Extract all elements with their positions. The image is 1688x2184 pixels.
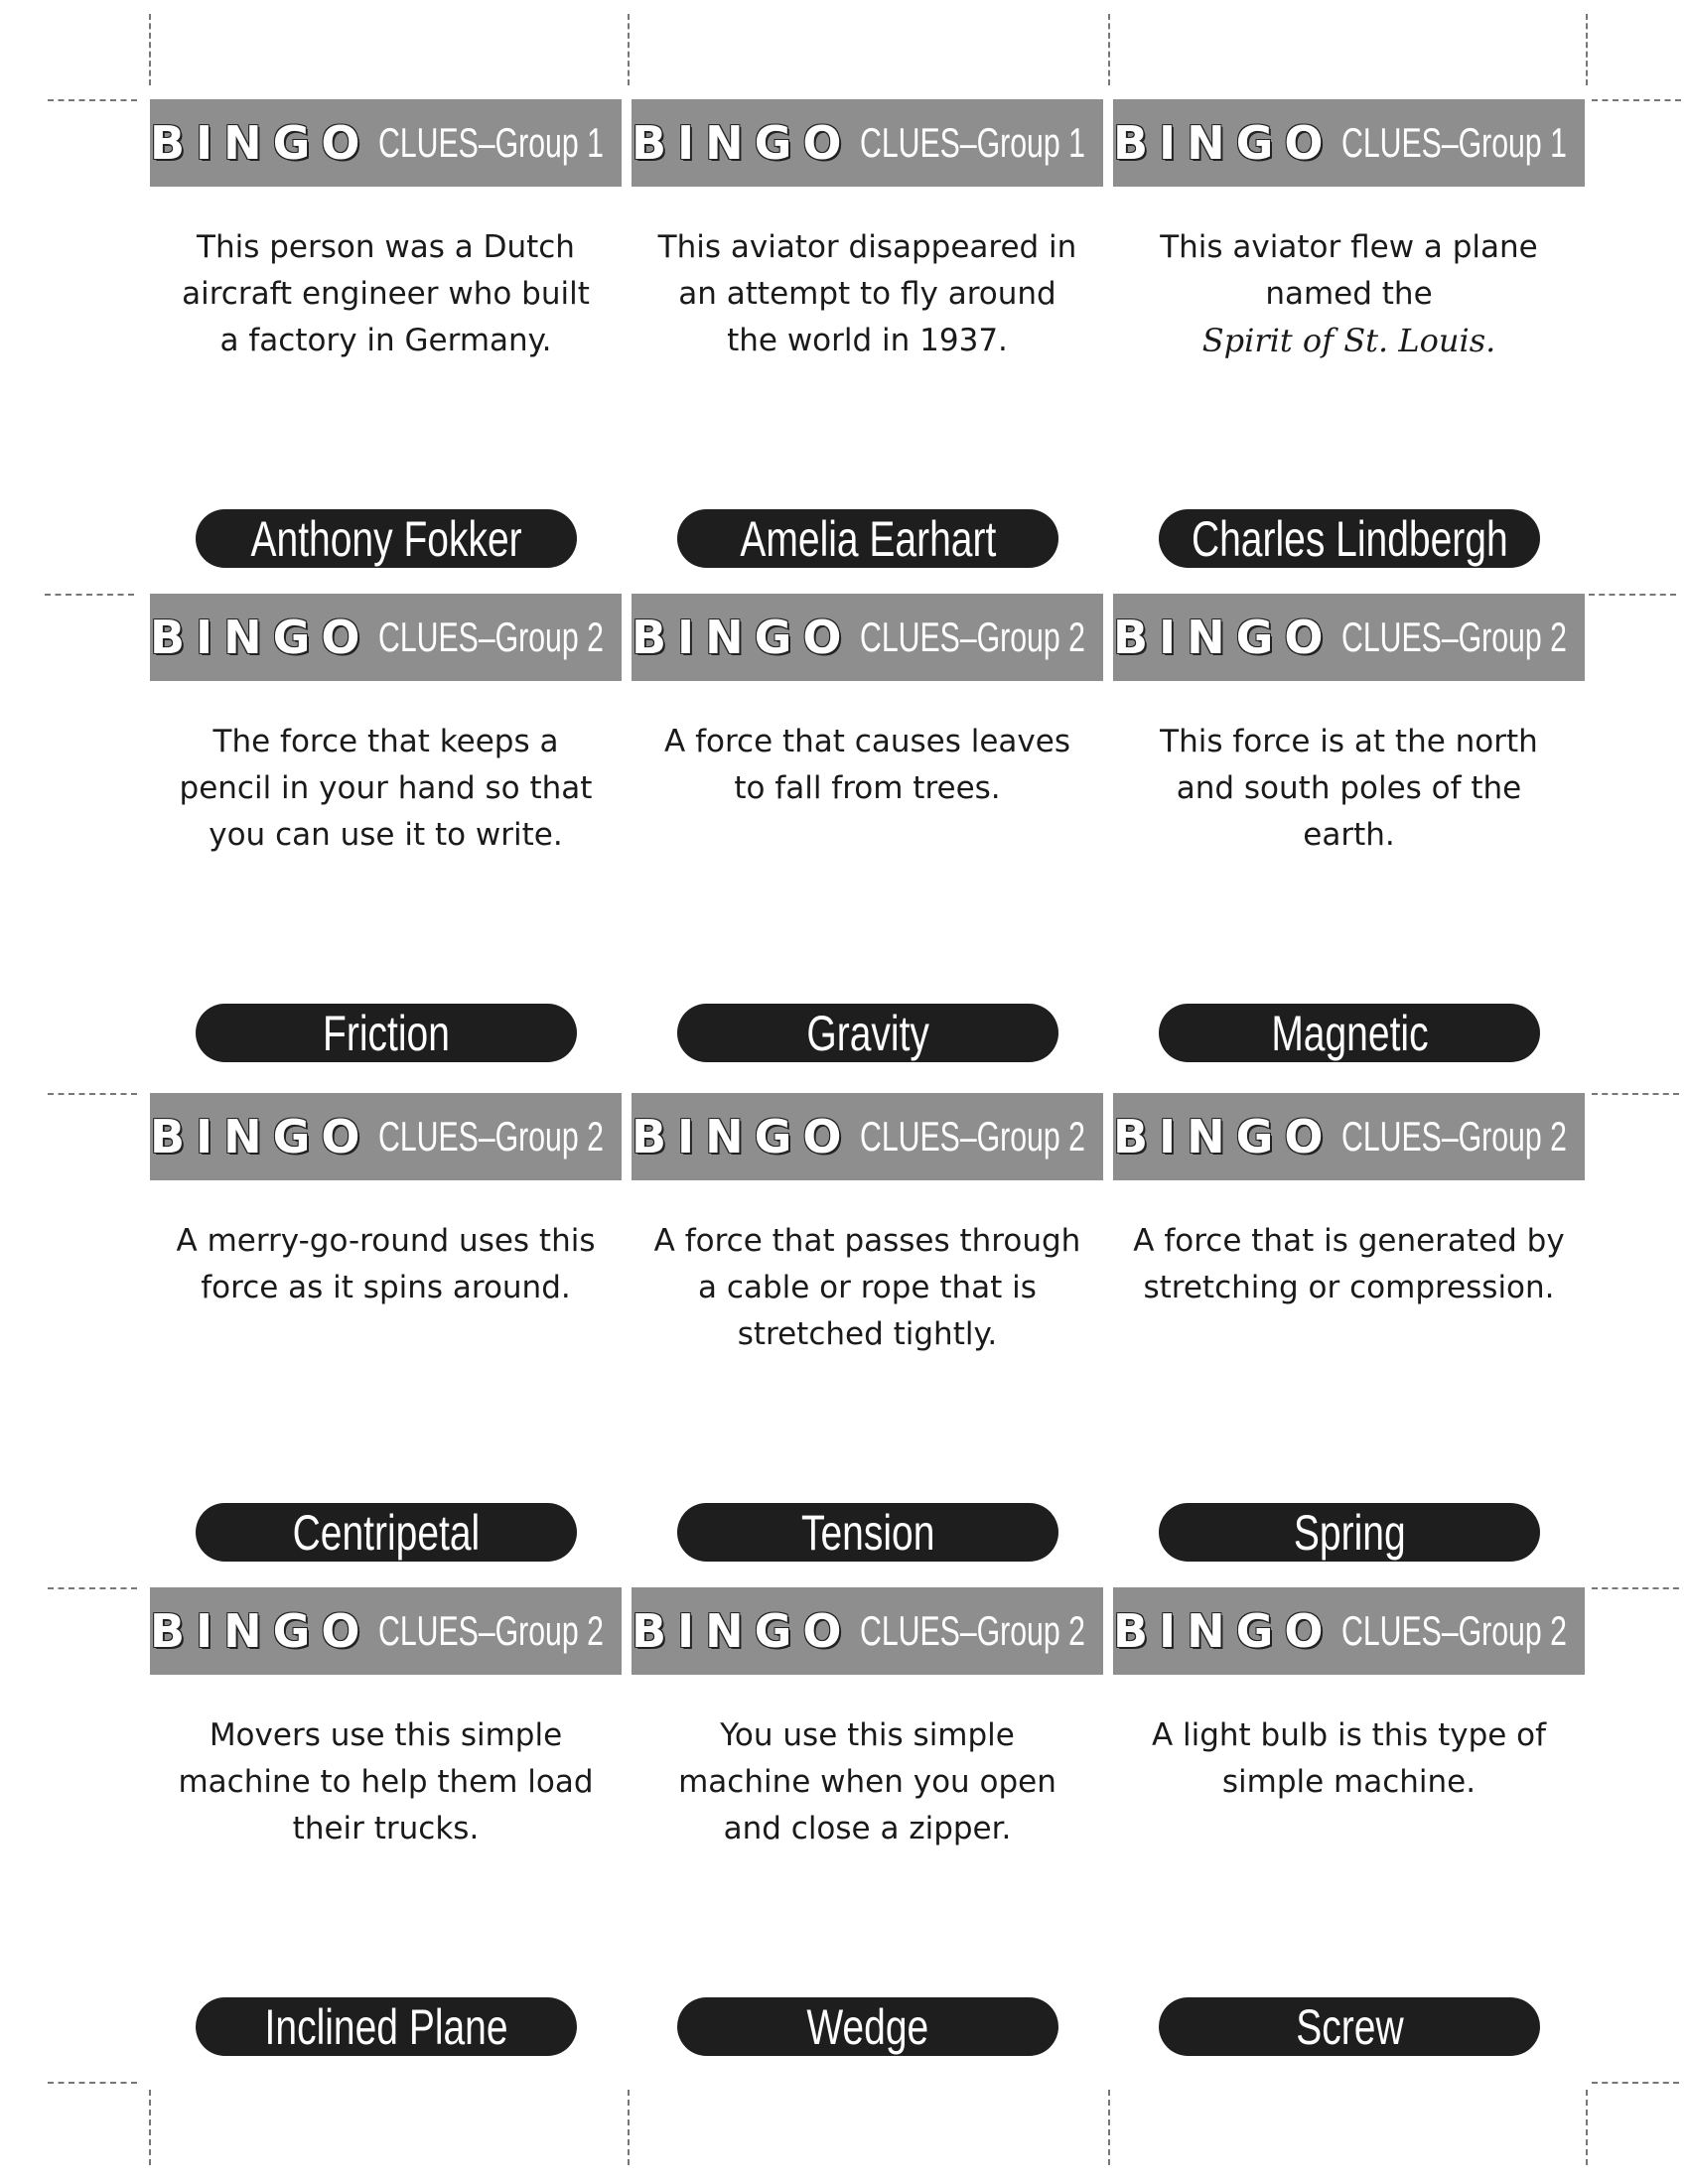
- clue-text: [1133, 1712, 1565, 1806]
- clue-text-main: A force that is generated by stretching or compression.: [1133, 1223, 1565, 1305]
- card-header: [632, 1587, 1103, 1675]
- cut-guide: [1592, 1093, 1679, 1095]
- bingo-clue-card: [150, 594, 622, 1088]
- bingo-clue-card: [632, 1093, 1103, 1587]
- card-header: [1113, 99, 1585, 187]
- cut-guide: [45, 594, 134, 596]
- answer-pill: [1159, 1503, 1540, 1562]
- answer-pill: [677, 1997, 1058, 2056]
- cut-guide: [149, 2090, 151, 2165]
- hot-air-balloon-icon: [369, 124, 370, 162]
- clue-text: [170, 1218, 602, 1311]
- cut-guide: [1108, 14, 1110, 85]
- cut-guide: [48, 1587, 137, 1589]
- clue-text: [651, 224, 1083, 364]
- answer-text: Spring: [1293, 1504, 1406, 1561]
- bingo-logo: BINGO: [632, 1110, 853, 1163]
- clue-text: [1133, 224, 1565, 365]
- answer-pill: [677, 509, 1058, 568]
- group-label: CLUES–Group 2: [377, 1113, 604, 1160]
- answer-pill: [196, 1503, 577, 1562]
- cut-guide: [628, 2090, 630, 2165]
- clue-text-main: You use this simple machine when you open and close a zipper.: [678, 1717, 1056, 1846]
- bingo-logo: BINGO: [150, 1604, 371, 1658]
- clue-text: [170, 1712, 602, 1852]
- hot-air-balloon-icon: [369, 1612, 370, 1650]
- clue-text-main: The force that keeps a pencil in your hand so that you can use it to write.: [179, 724, 593, 853]
- group-label: CLUES–Group 2: [859, 1113, 1085, 1160]
- group-label: CLUES–Group 1: [859, 119, 1085, 166]
- card-header: [632, 99, 1103, 187]
- clue-text-main: A merry-go-round uses this force as it spins around.: [176, 1223, 596, 1305]
- clue-text: [1133, 719, 1565, 859]
- answer-text: Wedge: [806, 1998, 929, 2055]
- bingo-clue-card: [632, 594, 1103, 1088]
- clue-text-main: This person was a Dutch aircraft engineer who built a factory in Germany.: [182, 229, 590, 358]
- hot-air-balloon-icon: [1333, 1118, 1334, 1156]
- cut-guide: [1108, 2090, 1110, 2165]
- card-header: [632, 594, 1103, 681]
- card-header: [150, 1587, 622, 1675]
- bingo-logo: BINGO: [150, 611, 371, 664]
- hot-air-balloon-icon: [851, 124, 852, 162]
- group-label: CLUES–Group 1: [377, 119, 604, 166]
- bingo-logo: BINGO: [632, 116, 853, 170]
- hot-air-balloon-icon: [1333, 124, 1334, 162]
- answer-pill: [196, 1004, 577, 1062]
- answer-pill: [677, 1503, 1058, 1562]
- hot-air-balloon-icon: [369, 618, 370, 656]
- hot-air-balloon-icon: [851, 1612, 852, 1650]
- clue-text-main: This force is at the north and south poles of the earth.: [1160, 724, 1538, 853]
- cut-guide: [1592, 2082, 1679, 2084]
- clue-text-main: This aviator flew a plane named the: [1160, 229, 1538, 312]
- answer-pill: [196, 509, 577, 568]
- cut-guide: [48, 2082, 137, 2084]
- answer-text: Friction: [323, 1005, 450, 1061]
- cut-guide: [48, 1093, 137, 1095]
- answer-text: Anthony Fokker: [250, 510, 522, 567]
- group-label: CLUES–Group 2: [859, 614, 1085, 660]
- answer-text: Centripetal: [292, 1504, 481, 1561]
- bingo-clue-card: [632, 99, 1103, 594]
- bingo-logo: BINGO: [1113, 1110, 1335, 1163]
- group-label: CLUES–Group 2: [1340, 1113, 1567, 1160]
- group-label: CLUES–Group 2: [377, 614, 604, 660]
- clue-text: [1133, 1218, 1565, 1311]
- card-header: [150, 1093, 622, 1180]
- card-header: [632, 1093, 1103, 1180]
- group-label: CLUES–Group 2: [859, 1607, 1085, 1654]
- group-label: CLUES–Group 2: [377, 1607, 604, 1654]
- bingo-clue-card: [1113, 594, 1585, 1088]
- answer-text: Magnetic: [1270, 1005, 1429, 1061]
- clue-text: [170, 224, 602, 364]
- card-header: [150, 99, 622, 187]
- answer-text: Screw: [1295, 1998, 1404, 2055]
- group-label: CLUES–Group 2: [1340, 614, 1567, 660]
- cut-guide: [48, 99, 137, 101]
- cut-guide: [1589, 594, 1676, 596]
- hot-air-balloon-icon: [851, 1118, 852, 1156]
- clue-text: [651, 719, 1083, 812]
- bingo-logo: BINGO: [1113, 1604, 1335, 1658]
- clue-text-main: A force that passes through a cable or rope that is stretched tightly.: [653, 1223, 1081, 1352]
- bingo-clue-card: [150, 1587, 622, 2082]
- hot-air-balloon-icon: [1333, 618, 1334, 656]
- clue-text: [651, 1712, 1083, 1852]
- clue-text: [170, 719, 602, 859]
- cut-guide: [149, 14, 151, 85]
- bingo-logo: BINGO: [1113, 611, 1335, 664]
- answer-pill: [1159, 1997, 1540, 2056]
- answer-text: Tension: [800, 1504, 935, 1561]
- bingo-clue-card: [150, 1093, 622, 1587]
- clue-text-main: A light bulb is this type of simple machine.: [1151, 1717, 1547, 1800]
- answer-pill: [677, 1004, 1058, 1062]
- bingo-clue-card: [1113, 1587, 1585, 2082]
- bingo-clue-card: [632, 1587, 1103, 2082]
- bingo-clue-card: [1113, 99, 1585, 594]
- bingo-logo: BINGO: [632, 611, 853, 664]
- answer-text: Amelia Earhart: [740, 510, 996, 567]
- clue-text-italic-title: Spirit of St. Louis.: [1201, 322, 1496, 359]
- cut-guide: [628, 14, 630, 85]
- hot-air-balloon-icon: [1333, 1612, 1334, 1650]
- answer-text: Inclined Plane: [264, 1998, 508, 2055]
- clue-text-main: Movers use this simple machine to help them load their trucks.: [178, 1717, 594, 1846]
- answer-pill: [196, 1997, 577, 2056]
- hot-air-balloon-icon: [851, 618, 852, 656]
- bingo-logo: BINGO: [150, 116, 371, 170]
- hot-air-balloon-icon: [369, 1118, 370, 1156]
- bingo-clue-card: [150, 99, 622, 594]
- cut-guide: [1586, 14, 1588, 85]
- card-header: [150, 594, 622, 681]
- card-header: [1113, 1093, 1585, 1180]
- answer-pill: [1159, 509, 1540, 568]
- clue-text: [651, 1218, 1083, 1358]
- cut-guide: [1586, 2090, 1588, 2165]
- card-header: [1113, 1587, 1585, 1675]
- bingo-clue-card: [1113, 1093, 1585, 1587]
- clue-text-main: This aviator disappeared in an attempt to fly around the world in 1937.: [657, 229, 1077, 358]
- answer-text: Charles Lindbergh: [1191, 510, 1508, 567]
- cut-guide: [1592, 99, 1681, 101]
- card-header: [1113, 594, 1585, 681]
- answer-pill: [1159, 1004, 1540, 1062]
- group-label: CLUES–Group 1: [1340, 119, 1567, 166]
- answer-text: Gravity: [806, 1005, 929, 1061]
- bingo-logo: BINGO: [1113, 116, 1335, 170]
- group-label: CLUES–Group 2: [1340, 1607, 1567, 1654]
- bingo-logo: BINGO: [150, 1110, 371, 1163]
- bingo-logo: BINGO: [632, 1604, 853, 1658]
- clue-text-main: A force that causes leaves to fall from trees.: [664, 724, 1070, 806]
- cut-guide: [1592, 1587, 1679, 1589]
